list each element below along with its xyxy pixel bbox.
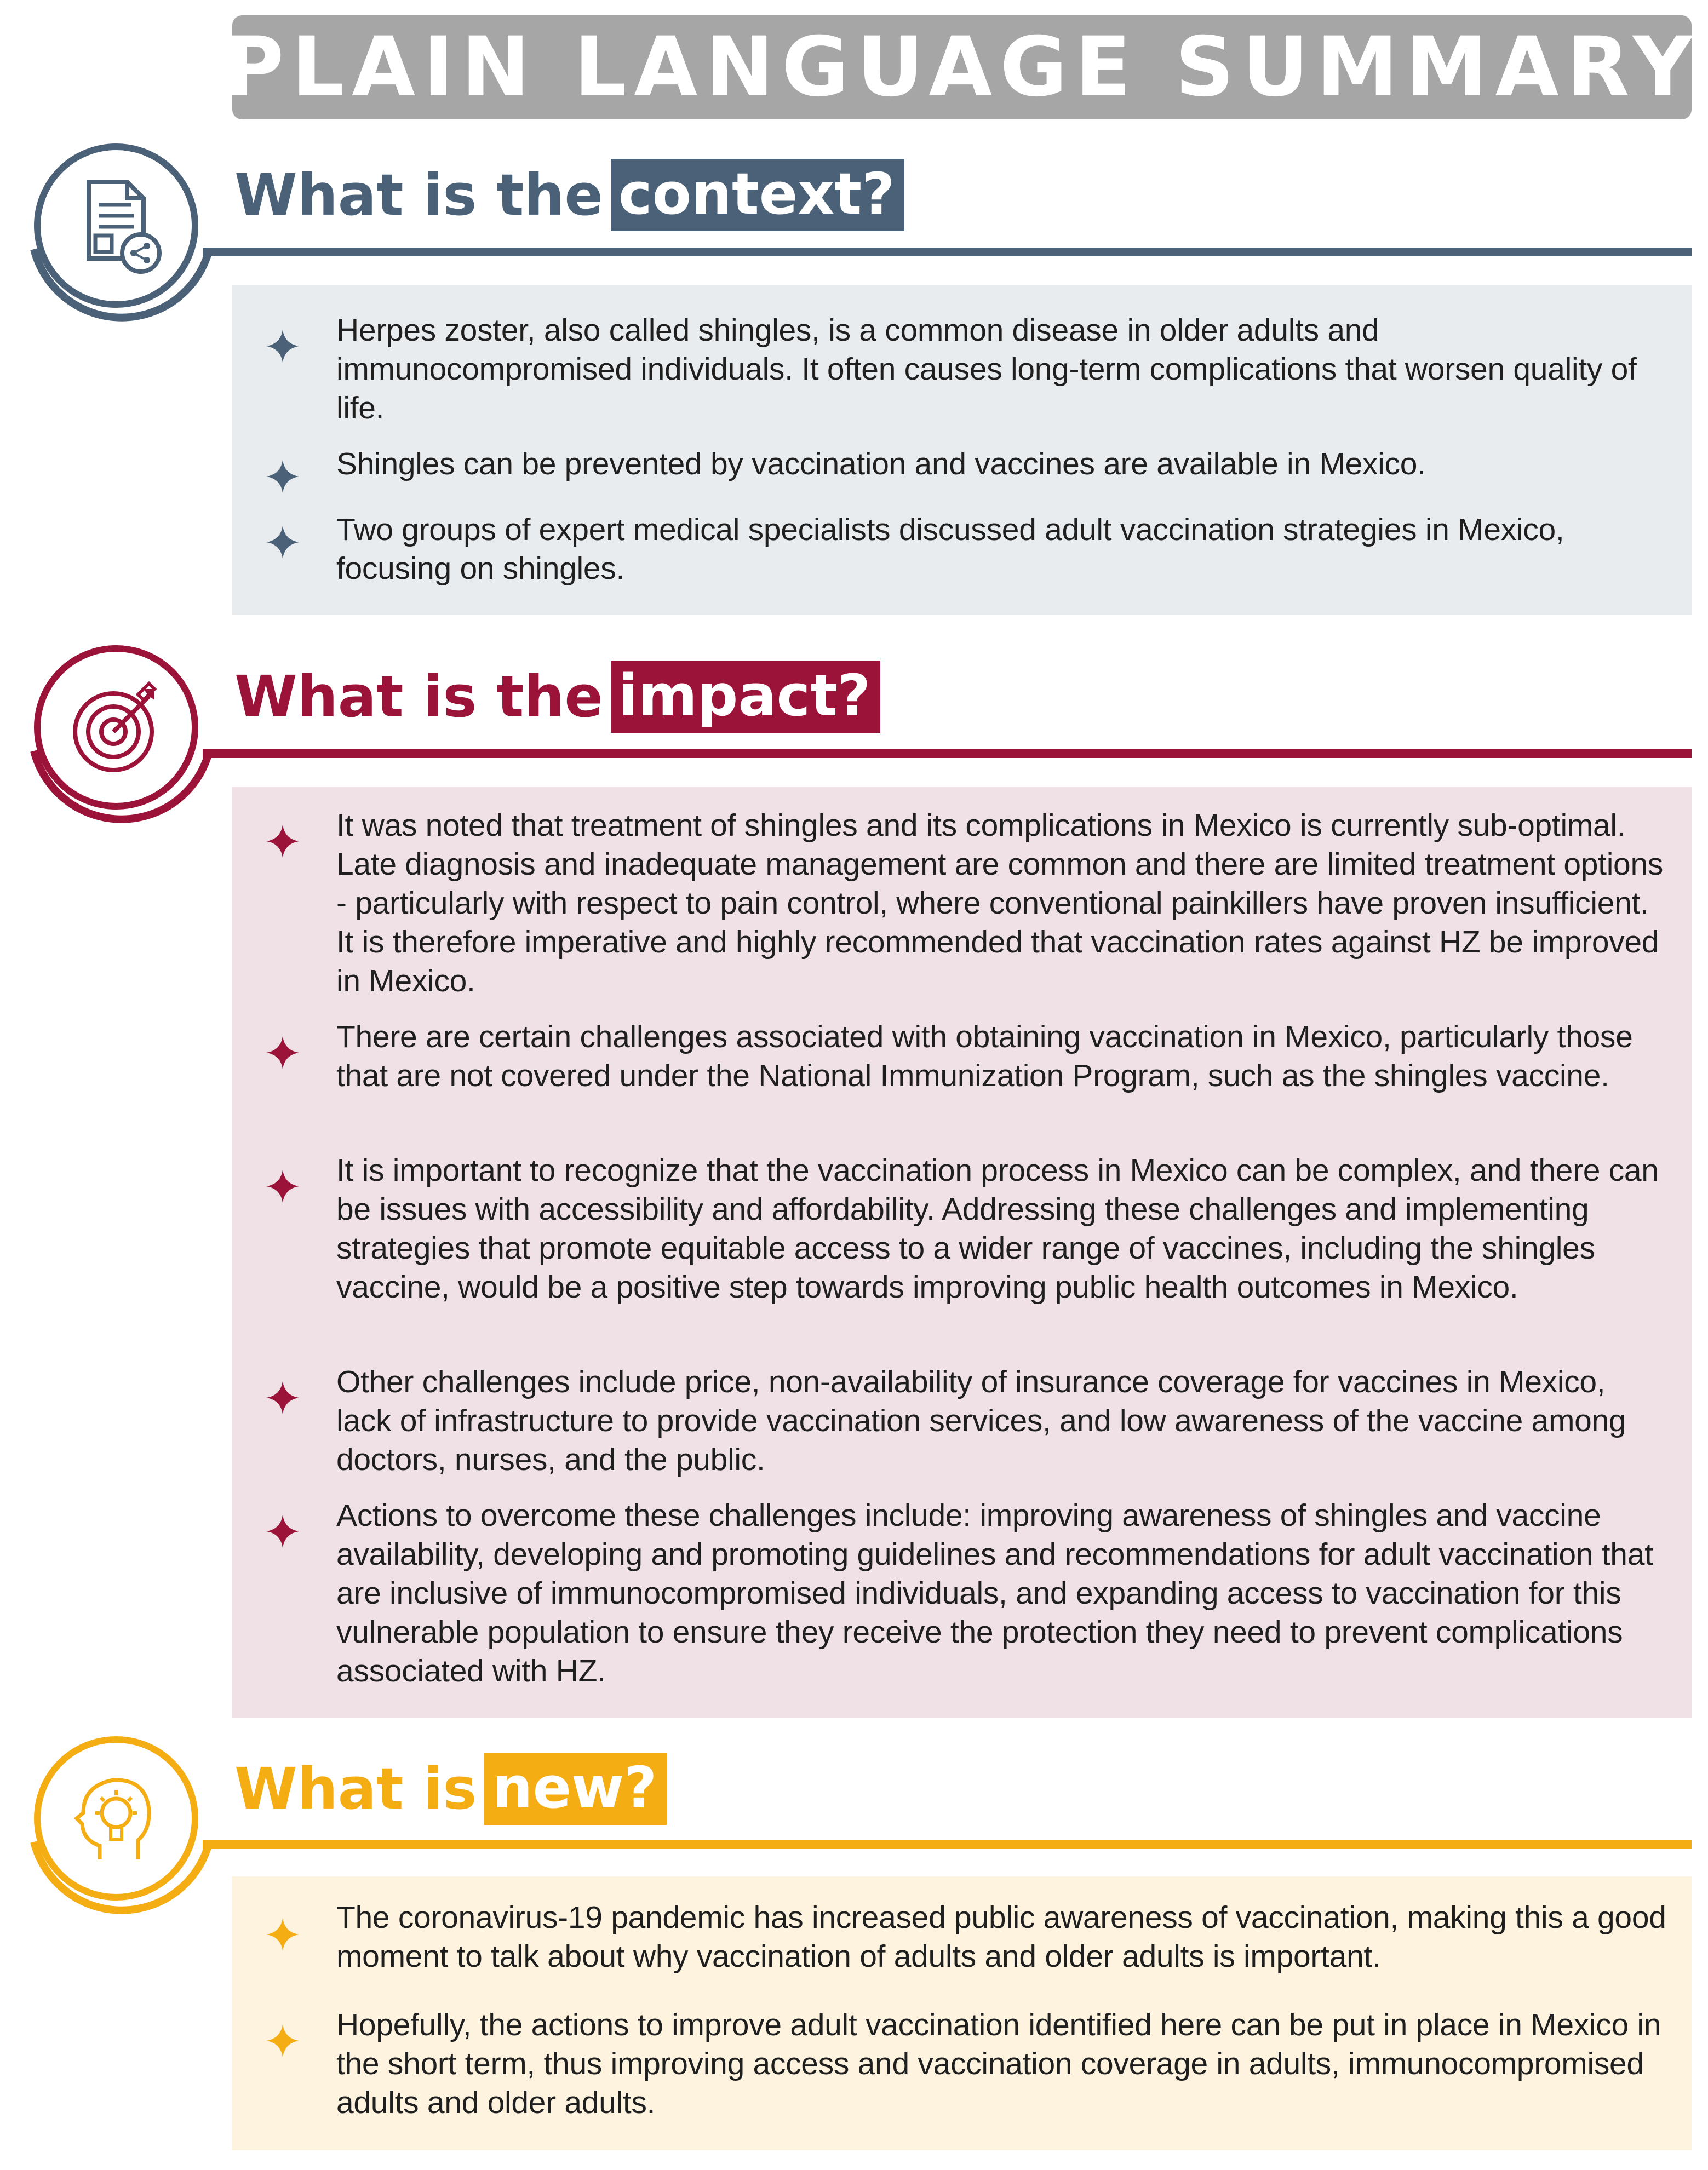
impact-bullet-1: It was noted that treatment of shingles and its complications in Mexico is currently sub-optimal. Late diagnosis and inadequate management are common and there are limited treatment options - particularly with respect to pain control, where conventional painkillers have proven insufficient. It is therefore imperative and highly recommended that vaccination rates against HZ be improved in Mexico. <box>336 808 1664 998</box>
impact-bullet-3: It is important to recognize that the vaccination process in Mexico can be complex, and there can be issues with accessibility and affordability. Addressing these challenges and implementing strategies that promote equitable access to a wider range of vaccines, including the shingles vaccine, would be a positive step towards improving public health outcomes in Mexico. <box>336 1153 1659 1305</box>
impact-rule <box>203 749 1692 758</box>
document-share-icon <box>34 143 198 308</box>
title-banner <box>223 15 1700 119</box>
context-panel <box>232 285 1692 615</box>
diamond-bullet-icon <box>265 329 300 364</box>
context-bullet-2: Shingles can be prevented by vaccination and vaccines are available in Mexico. <box>336 446 1426 481</box>
diamond-bullet-icon <box>265 459 300 494</box>
diamond-bullet-icon <box>265 1380 300 1415</box>
impact-bullet-5: Actions to overcome these challenges include: improving awareness of shingles and vaccine availability, developing and promoting guidelines and recommendations for adult vaccination that are inclusive of immunocompromised individuals, and expanding access to vaccination for this vulnerable population to ensure they receive the protection they need to prevent complications associated with HZ. <box>336 1498 1653 1689</box>
new-heading <box>234 1753 667 1825</box>
context-rule <box>203 248 1692 256</box>
new-heading-prefix: What is <box>234 1755 477 1822</box>
new-panel <box>232 1876 1692 2150</box>
diamond-bullet-icon <box>265 1514 300 1549</box>
diamond-bullet-icon <box>265 1035 300 1070</box>
context-heading <box>234 159 904 231</box>
target-arrow-icon <box>34 645 198 810</box>
new-rule <box>203 1840 1692 1849</box>
new-heading-highlight: new? <box>484 1753 667 1825</box>
head-lightbulb-icon <box>34 1736 198 1901</box>
impact-panel <box>232 787 1692 1718</box>
diamond-bullet-icon <box>265 525 300 560</box>
impact-heading-prefix: What is the <box>234 663 603 730</box>
new-bullet-1: The coronavirus-19 pandemic has increased public awareness of vaccination, making this a good moment to talk about why vaccination of adults and older adults is important. <box>336 1900 1666 1974</box>
new-bullet-2: Hopefully, the actions to improve adult vaccination identified here can be put in place in Mexico in the short term, thus improving access and vaccination coverage in adults, immunocompromised adults and older adults. <box>336 2007 1661 2120</box>
banner-title: PLAIN LANGUAGE SUMMARY <box>223 20 1700 115</box>
diamond-bullet-icon <box>265 2023 300 2058</box>
impact-bullet-2: There are certain challenges associated with obtaining vaccination in Mexico, particularly those that are not covered under the National Immunization Program, such as the shingles vaccine. <box>336 1019 1633 1093</box>
context-heading-prefix: What is the <box>234 162 603 228</box>
impact-bullet-4: Other challenges include price, non-availability of insurance coverage for vaccines in Mexico, lack of infrastructure to provide vaccination services, and low awareness of the vaccine among doctors, nurses, and the public. <box>336 1364 1626 1477</box>
diamond-bullet-icon <box>265 1169 300 1204</box>
impact-heading <box>234 661 880 733</box>
context-bullet-1: Herpes zoster, also called shingles, is a common disease in older adults and immunocompromised individuals. It often causes long-term complications that worsen quality of life. <box>336 313 1637 426</box>
impact-heading-highlight: impact? <box>611 661 880 733</box>
context-heading-highlight: context? <box>611 159 905 231</box>
diamond-bullet-icon <box>265 824 300 859</box>
diamond-bullet-icon <box>265 1917 300 1952</box>
context-bullet-3: Two groups of expert medical specialists discussed adult vaccination strategies in Mexico, focusing on shingles. <box>336 512 1564 586</box>
